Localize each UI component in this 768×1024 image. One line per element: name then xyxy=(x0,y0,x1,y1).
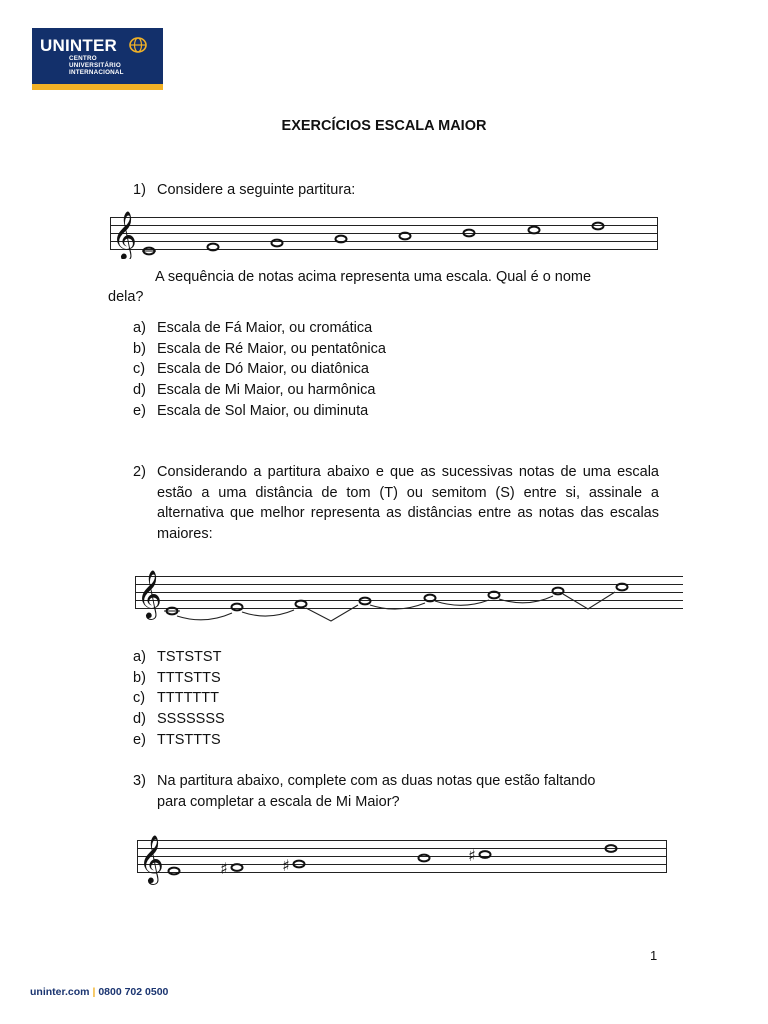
globe-icon xyxy=(128,37,148,53)
q1-option-d[interactable]: d) Escala de Mi Maior, ou harmônica xyxy=(133,382,376,399)
sharp-icon: ♯ xyxy=(220,859,228,878)
page-title: EXERCÍCIOS ESCALA MAIOR xyxy=(281,118,487,134)
q3-staff xyxy=(135,830,671,886)
q1-text-line1: A sequência de notas acima representa uma escala. Qual é o nome xyxy=(155,269,592,285)
q2-options xyxy=(133,647,225,751)
q2-option-e[interactable]: e) TTSTTTS xyxy=(133,731,221,748)
q1-text-line2: dela? xyxy=(108,289,144,305)
semitone-mark xyxy=(306,605,358,621)
footer-phone: 0800 702 0500 xyxy=(98,986,169,998)
q1-options xyxy=(133,318,386,422)
q1-number: 1) xyxy=(133,182,146,198)
treble-clef-icon: 𝄞 xyxy=(139,834,164,883)
q2-option-c[interactable]: c) TTTTTTT xyxy=(133,690,220,707)
footer xyxy=(30,986,168,998)
q1-prompt: Considere a seguinte partitura: xyxy=(157,182,356,198)
q2-prompt: Considerando a partitura abaixo e que as sucessivas notas de uma escala estão a uma distância de tom (T) ou semitom (S) entre si, assinale a alternativa que melhor representa as distâncias entre as notas das escalas maiores: xyxy=(157,464,659,542)
q1-option-c[interactable]: c) Escala de Dó Maior, ou diatônica xyxy=(133,361,369,378)
q1-option-b[interactable]: b) Escala de Ré Maior, ou pentatônica xyxy=(133,340,386,357)
page-number: 1 xyxy=(650,948,658,963)
q2-number: 2) xyxy=(133,464,146,480)
q2-option-b[interactable]: b) TTTSTTS xyxy=(133,669,221,686)
q2-staff xyxy=(133,566,685,628)
q1-staff xyxy=(108,207,662,259)
q1-option-e[interactable]: e) Escala de Sol Maior, ou diminuta xyxy=(133,402,369,419)
q2-option-a[interactable]: a) TSTSTST xyxy=(133,649,222,665)
q3-number: 3) xyxy=(133,773,146,789)
q3-prompt-line1: Na partitura abaixo, complete com as duas notas que estão faltando xyxy=(157,773,596,789)
logo-accent-strip xyxy=(32,84,163,90)
logo-subtitle: CENTRO UNIVERSITÁRIO INTERNACIONAL xyxy=(69,55,124,76)
q2-option-d[interactable]: d) SSSSSSS xyxy=(133,711,225,728)
footer-separator: | xyxy=(92,986,96,998)
footer-site-link[interactable]: uninter.com xyxy=(30,986,90,998)
q3-prompt-line2: para completar a escala de Mi Maior? xyxy=(157,794,400,810)
slur-curve xyxy=(499,596,553,603)
slur-curve xyxy=(177,613,232,620)
treble-clef-icon: 𝄞 xyxy=(137,569,162,618)
treble-clef-icon: 𝄞 xyxy=(112,210,137,259)
sharp-icon: ♯ xyxy=(468,846,476,865)
q1-option-a[interactable]: a) Escala de Fá Maior, ou cromática xyxy=(133,320,373,336)
logo-brand: UNINTER xyxy=(40,36,117,55)
sharp-icon: ♯ xyxy=(282,856,290,875)
slur-curve xyxy=(242,610,294,616)
